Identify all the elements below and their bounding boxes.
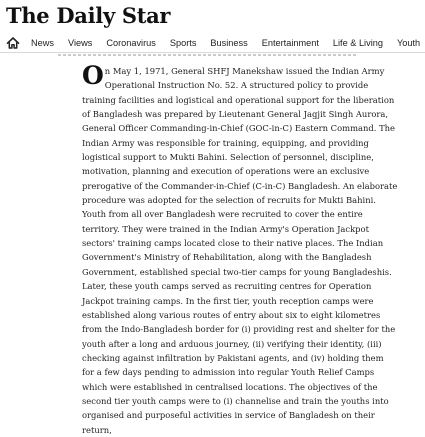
nav-item-business[interactable]: Business	[210, 38, 248, 48]
article-paragraph	[82, 61, 398, 437]
nav-item-news[interactable]: News	[31, 38, 54, 48]
masthead	[0, 0, 425, 34]
clipped-caption-line	[58, 53, 358, 57]
drop-cap: O	[82, 61, 104, 90]
nav-item-sports[interactable]: Sports	[169, 38, 197, 48]
nav-item-views[interactable]: Views	[67, 38, 93, 48]
nav-item-coronavirus[interactable]: Coronavirus	[106, 38, 156, 48]
nav-item-life-living[interactable]: Life & Living	[332, 38, 383, 48]
site-logo[interactable]: The Daily Star	[6, 3, 171, 28]
home-icon[interactable]	[6, 36, 20, 50]
article-body	[82, 61, 398, 435]
article-text: n May 1, 1971, General SHFJ Manekshaw issued the Indian Army Operational Instruction No. 52. A structured policy to provide training facilities and logistical and operational support for the liberation of Bangladesh was prepared by Lieutenant General Jagjit Singh Aurora, General Officer Commanding-in-Chief (GOC-in-C) Eastern Command. The Indian Army was responsible for training, equipping, and providing logistical support to Mukti Bahini. Selection of personnel, discipline, motivation, planning and execution of operations were an exclusive prerogative of the Commander-in-Chief (C-in-C) Bangladesh. An elaborate procedure was adopted for the selection of recruits for Mukti Bahini. Youth from all over Bangladesh were recruited to cover the entire territory. They were trained in the Indian Army's Operation Jackpot sectors' training camps located close to their native places. The Indian Government's Ministry of Rehabilitation, along with the Bangladesh Government, established special two-tier camps for young Bangladeshis. Later, these youth camps served as recruiting centres for Operation Jackpot training camps. In the first tier, youth reception camps were established along various routes of entry about six to eight kilometres from the Indo-Bangladesh border for (i) providing rest and shelter for the youth after a long and arduous journey, (ii) verifying their identity, (iii) checking against infiltration by Pakistani agents, and (iv) holding them for a few days pending to admission into regular Youth Relief Camps which were established in centralised locations. The objectives of the second tier youth camps were to (i) channelise and train the youths into organised and purposeful activities in service of Bangladesh on their return,	[82, 66, 398, 435]
nav-item-youth[interactable]: Youth	[396, 38, 421, 48]
nav-item-entertainment[interactable]: Entertainment	[261, 38, 319, 48]
main-nav	[0, 34, 425, 53]
